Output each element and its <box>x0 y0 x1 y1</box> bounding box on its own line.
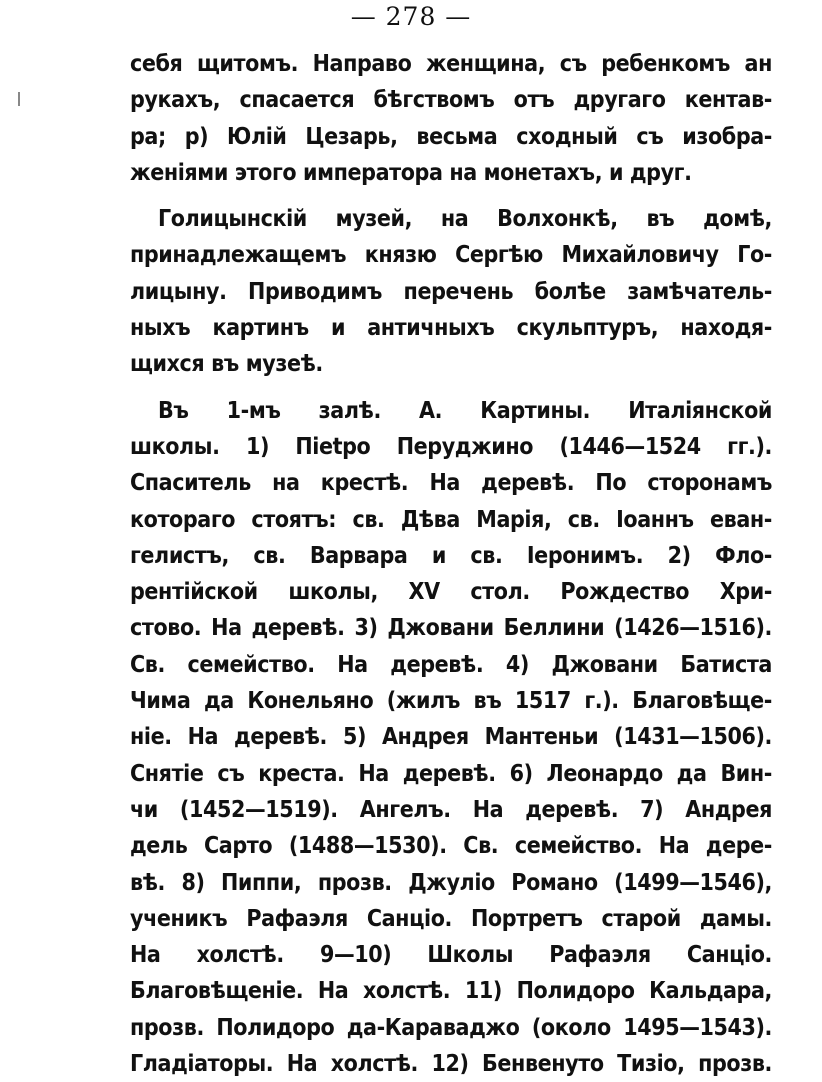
body-text <box>130 46 772 1082</box>
text-line: На холстѣ. 9—10) Школы Рафаэля Санціо. <box>130 942 772 969</box>
paragraph-2 <box>130 201 772 382</box>
page-number: — 278 — <box>350 2 472 31</box>
text-line: ніе. На деревѣ. 5) Андрея Мантеньи (1431—1506). <box>130 724 772 751</box>
margin-mark <box>18 92 20 106</box>
text-line: Чима да Конельяно (жилъ въ 1517 г.). Благовѣще- <box>130 688 772 715</box>
text-line: Св. семейство. На деревѣ. 4) Джовани Батиста <box>130 651 772 678</box>
text-line: вѣ. 8) Пиппи, прозв. Джуліо Романо (1499—1546), <box>130 869 772 896</box>
text-line: Снятіе съ креста. На деревѣ. 6) Леонардо да Вин- <box>130 760 772 787</box>
text-line: дель Сарто (1488—1530). Св. семейство. На дере- <box>130 833 772 860</box>
text-line: принадлежащемъ князю Сергѣю Михайловичу Го- <box>130 242 772 269</box>
text-line: Спаситель на крестѣ. На деревѣ. По сторонамъ <box>130 470 772 497</box>
text-line: ныхъ картинъ и античныхъ скульптуръ, находя- <box>130 315 772 342</box>
text-line: стово. На деревѣ. 3) Джовани Беллини (1426—1516). <box>130 615 772 642</box>
text-line: рукахъ, спасается бѣгствомъ отъ другаго кентав- <box>130 87 772 114</box>
text-line: Въ 1-мъ залѣ. А. Картины. Италіянской <box>158 397 772 424</box>
paragraph-3 <box>130 393 772 1082</box>
text-line: гелистъ, св. Варвара и св. Іеронимъ. 2) Фло- <box>130 542 772 569</box>
paragraph-1 <box>130 46 772 191</box>
text-line: Голицынскій музей, на Волхонкѣ, въ домѣ, <box>158 206 772 233</box>
text-line: Благовѣщеніе. На холстѣ. 11) Полидоро Кальдара, <box>130 978 772 1005</box>
text-line: ученикъ Рафаэля Санціо. Портретъ старой дамы. <box>130 905 772 932</box>
text-line: ра; р) Юлій Цезарь, весьма сходный съ изобра- <box>130 123 772 150</box>
text-line: себя щитомъ. Направо женщина, съ ребенкомъ ан <box>130 51 772 77</box>
text-line: котораго стоятъ: св. Дѣва Марія, св. Іоаннъ еван- <box>130 506 772 533</box>
text-line: Гладіаторы. На холстѣ. 12) Бенвенуто Тизіо, прозв. <box>130 1051 772 1078</box>
text-line: прозв. Полидоро да-Караваджо (около 1495—1543). <box>130 1014 772 1041</box>
text-line: лицыну. Приводимъ перечень болѣе замѣчатель- <box>130 278 772 305</box>
text-line: чи (1452—1519). Ангелъ. На деревѣ. 7) Андрея <box>130 796 772 823</box>
text-line: рентійской школы, XV стол. Рождество Хри- <box>130 579 772 606</box>
text-line: щихся въ музеѣ. <box>130 351 323 378</box>
text-line: женіями этого императора на монетахъ, и друг. <box>130 159 692 186</box>
text-line: школы. 1) Пietро Перуджино (1446—1524 гг.). <box>130 433 772 460</box>
